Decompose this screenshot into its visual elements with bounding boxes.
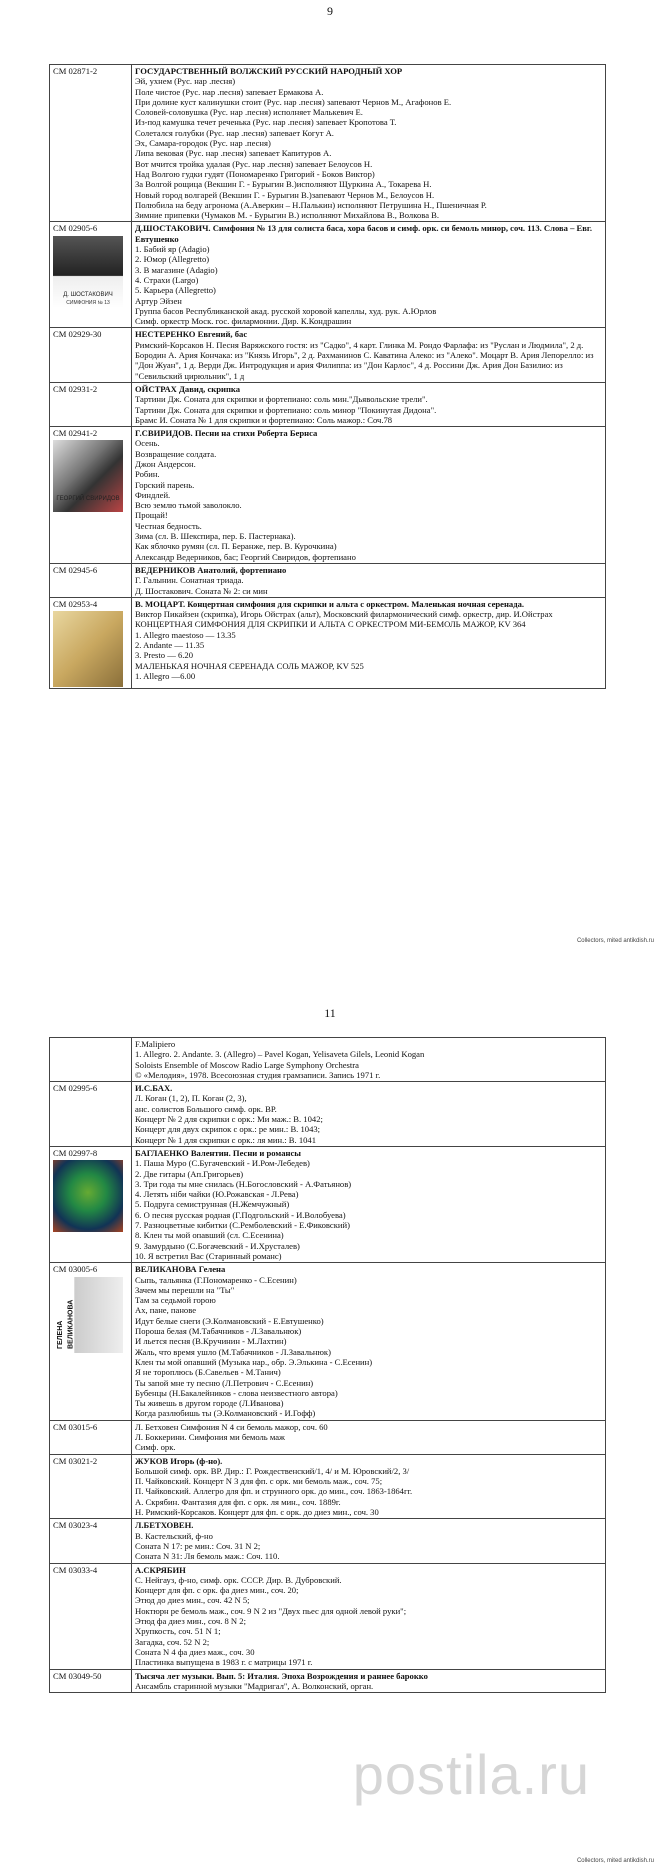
entry-line: 1. Allegro. 2. Andante. 3. (Allegro) – Pavel Kogan, Yelisaveta Gilels, Leonid Kogan xyxy=(135,1049,425,1060)
entry-line: Большой симф. орк. ВР. Дир.: Г. Рождественский/1, 4/ и М. Юровский/2, 3/ xyxy=(135,1465,410,1476)
table-row xyxy=(50,427,606,564)
entry-line: Тартини Дж. Соната для скрипки и фортепиано: соль минор "Покинутая Дидона". xyxy=(135,404,437,415)
entry-line: Горский парень. xyxy=(135,479,195,490)
entry-line: Г. Галынин. Сонатная триада. xyxy=(135,575,244,586)
entry-title: НЕСТЕРЕНКО Евгений, бас xyxy=(135,329,248,340)
watermark: Collectors, mited antikdish.ru xyxy=(576,1858,654,1864)
entry-line: Симф. орк. xyxy=(135,1442,176,1453)
catalog-code-cell xyxy=(50,427,132,564)
watermark: Collectors, mited antikdish.ru xyxy=(576,938,654,944)
entry-line: 8. Клен ты мой опавший (сл. С.Есенина) xyxy=(135,1230,284,1241)
entry-line: Финдлей. xyxy=(135,489,171,500)
entry-line: А. Скрябин. Фантазия для фп. с орк. ля мин., соч. 1889г. xyxy=(135,1496,341,1507)
entry-line: 3. Presto — 6.20 xyxy=(135,650,194,661)
entry-title: ВЕДЕРНИКОВ Анатолий, фортепиано xyxy=(135,564,287,575)
catalog-code: СМ 02997-8 xyxy=(53,1147,98,1158)
entry-line: Честная бедность. xyxy=(135,520,202,531)
entry-line: © «Мелодия», 1978. Всесоюзная студия грамзаписи. Запись 1971 г. xyxy=(135,1069,381,1080)
entry-body-cell xyxy=(132,328,606,382)
entry-body-cell xyxy=(132,1454,606,1519)
entry-line: Л. Бетховен Симфония N 4 си бемоль мажор, соч. 60 xyxy=(135,1421,328,1432)
entry-line: КОНЦЕРТНАЯ СИМФОНИЯ ДЛЯ СКРИПКИ И АЛЬТА С ОРКЕСТРОМ МИ-БЕМОЛЬ МАЖОР, KV 364 xyxy=(135,619,526,630)
catalog-code: СМ 02905-6 xyxy=(53,223,98,234)
table-row xyxy=(50,1263,606,1420)
table-row xyxy=(50,1420,606,1454)
catalog-code-cell xyxy=(50,382,132,426)
entry-line: Тартини Дж. Соната для скрипки и фортепиано: соль мин."Дьявольские трели". xyxy=(135,394,428,405)
entry-line: 3. Три года ты мне снилась (Н.Богословский - А.Фатьянов) xyxy=(135,1178,352,1189)
album-cover-label: ГЕОРГИЙ СВИРИДОВ xyxy=(56,496,120,503)
entry-line: МАЛЕНЬКАЯ НОЧНАЯ СЕРЕНАДА СОЛЬ МАЖОР, KV 525 xyxy=(135,660,364,671)
entry-body-cell xyxy=(132,222,606,328)
entry-body-cell xyxy=(132,1563,606,1669)
catalog-code-cell xyxy=(50,1420,132,1454)
catalog-code: СМ 03033-4 xyxy=(53,1564,98,1575)
entry-line: Ансамбль старинной музыки "Мадригал", А. Волконский, орган. xyxy=(135,1680,374,1691)
entry-line: Этюд фа диез мин., соч. 8 N 2; xyxy=(135,1616,246,1627)
entry-body-cell xyxy=(132,1263,606,1420)
table-row xyxy=(50,1038,606,1082)
catalog-code: СМ 03021-2 xyxy=(53,1455,98,1466)
entry-line: Соната N 31: Ля бемоль маж.: Соч. 110. xyxy=(135,1551,280,1562)
entry-line: 5. Карьера (Allegretto) xyxy=(135,285,216,296)
entry-title: ЖУКОВ Игорь (ф-но). xyxy=(135,1455,223,1466)
entry-line: Бубенцы (Н.Бакалейников - слова неизвестного автора) xyxy=(135,1387,338,1398)
page-number: 11 xyxy=(324,1006,336,1020)
entry-line: Загадка, соч. 52 N 2; xyxy=(135,1636,210,1647)
album-cover-label: Д. ШОСТАКОВИЧ xyxy=(63,291,113,298)
entry-line: Д. Шостакович. Соната № 2: си мин xyxy=(135,585,268,596)
table-row xyxy=(50,563,606,597)
entry-body-cell xyxy=(132,1669,606,1693)
entry-line: Виктор Пикайзен (скрипка), Игорь Ойстрах (альт), Московский филармонический симф. оркестр, дир. И.Ойстрах xyxy=(135,609,553,620)
entry-line: Концерт для фп. с орк. фа диез мин., соч. 20; xyxy=(135,1585,299,1596)
entry-line: Концерт № 2 для скрипки с орк.: Ми маж.: B. 1042; xyxy=(135,1114,323,1125)
entry-line: Зимние припевки (Чумаков М. - Бурыгин В.) исполняют Михайлова В., Волкова В. xyxy=(135,210,440,221)
album-cover-image xyxy=(53,440,123,512)
entry-line: Вот мчится тройка удалая (Рус. нар .песня) запевает Белоусов Н. xyxy=(135,158,373,169)
entry-line: Симф. оркестр Моск. гос. филармонии. Дир. К.Кондрашин xyxy=(135,316,352,327)
entry-line: Брамс И. Соната № 1 для скрипки и фортепиано: Соль мажор.: Соч.78 xyxy=(135,414,393,425)
entry-title: ОЙСТРАХ Давид, скрипка xyxy=(135,383,241,394)
entry-line: Концерт для двух скрипок с орк.: ре мин.: B. 1043; xyxy=(135,1124,321,1135)
entry-line: 9. Замурдыно (С.Богачевский - И.Хрусталев) xyxy=(135,1240,300,1251)
entry-line: Соната N 4 фа диез маж., соч. 30 xyxy=(135,1646,255,1657)
entry-line: Н. Римский-Корсаков. Концерт для фп. с орк. до диез мин., соч. 30 xyxy=(135,1507,379,1518)
entry-title: ВЕЛИКАНОВА Гелена xyxy=(135,1264,226,1275)
entry-line: Осень. xyxy=(135,438,160,449)
entry-line: Александр Ведерников, бас; Георгий Свиридов, фортепиано xyxy=(135,551,356,562)
catalog-code: СМ 03049-50 xyxy=(53,1670,102,1681)
entry-line: Soloists Ensemble of Moscow Radio Large Symphony Orchestra xyxy=(135,1059,359,1070)
table-row xyxy=(50,222,606,328)
table-row xyxy=(50,382,606,426)
entry-line: П. Чайковский. Аллегро для фп. и струнного орк. до мин., соч. 1863-1864гг. xyxy=(135,1486,413,1497)
table-row xyxy=(50,1563,606,1669)
table-row xyxy=(50,1519,606,1563)
entry-body-cell xyxy=(132,427,606,564)
catalog-code-cell xyxy=(50,328,132,382)
entry-title: Тысяча лет музыки. Вып. 5: Италия. Эпоха Возрождения и раннее барокко xyxy=(135,1670,428,1681)
entry-line: Пороша белая (М.Табачников - Л.Завальнюк) xyxy=(135,1326,302,1337)
entry-line: Новый город волгарей (Векшин Г. - Бурыгин В.)запевают Чернов М., Белоусов Н. xyxy=(135,189,435,200)
entry-line: Ах, пане, панове xyxy=(135,1305,197,1316)
entry-line: 1. Паша Муро (С.Бугачевский - И.Ром-Лебедев) xyxy=(135,1158,310,1169)
entry-title: И.С.БАХ. xyxy=(135,1083,173,1094)
catalog-code: СМ 03005-6 xyxy=(53,1264,98,1275)
entry-line: Эх, Самара-городок (Рус. нар .песня) xyxy=(135,138,271,149)
entry-line: 1. Бабий яр (Adagio) xyxy=(135,244,210,255)
catalog-code: СМ 02931-2 xyxy=(53,383,98,394)
entry-line: Липа вековая (Рус. нар .песня) запевает Капитуров А. xyxy=(135,148,332,159)
catalog-code-cell xyxy=(50,1082,132,1147)
entry-title: В. МОЦАРТ. Концертная симфония для скрипки и альта с оркестром. Маленькая ночная серенада. xyxy=(135,598,525,609)
entry-title: Л.БЕТХОВЕН. xyxy=(135,1520,194,1531)
entry-line: С. Нейгауз, ф-но, симф. орк. СССР. Дир. В. Дубровский. xyxy=(135,1574,342,1585)
entry-line: Соловей-соловушка (Рус. нар .песня) исполняет Малькевич Е. xyxy=(135,107,363,118)
entry-line: Л. Боккерини. Симфония ми бемоль маж xyxy=(135,1431,286,1442)
entry-line: Ты живешь в другом городе (Л.Иванова) xyxy=(135,1398,284,1409)
catalog-code: СМ 02995-6 xyxy=(53,1083,98,1094)
entry-body-cell xyxy=(132,1420,606,1454)
catalog-code-cell xyxy=(50,563,132,597)
album-cover-label: ГЕЛЕНА ВЕЛИКАНОВА xyxy=(57,1299,75,1349)
entry-line: 1. Allegro —6.00 xyxy=(135,670,196,681)
entry-line: Прощай! xyxy=(135,510,168,521)
entry-line: При долине куст калинушки стоит (Рус. нар .песня) запевают Чернов М., Агафонов Е. xyxy=(135,96,452,107)
entry-line: Ты запой мне ту песню (Л.Петрович - С.Есенин) xyxy=(135,1377,314,1388)
entry-line: 10. Я встретил Вас (Старинный романс) xyxy=(135,1250,282,1261)
entry-line: 2. Юмор (Allegretto) xyxy=(135,254,210,265)
entry-line: Пластинка выпущена в 1983 г. с матрицы 1971 г. xyxy=(135,1657,313,1668)
catalog-code-cell xyxy=(50,1454,132,1519)
entry-line: 5. Подруга семиструнная (Н.Жемчужный) xyxy=(135,1199,290,1210)
catalog-code-cell xyxy=(50,1563,132,1669)
entry-line: Идут белые снеги (Э.Колмановский - Е.Евтушенко) xyxy=(135,1315,324,1326)
entry-title: А.СКРЯБИН xyxy=(135,1564,186,1575)
entry-line: Робин. xyxy=(135,469,160,480)
entry-text: Римский-Корсаков Н. Песня Варяжского гостя: из "Садко", 4 карт. Глинка М. Рондо Фарлафа: из "Руслан и Людмила", 2 д. Бородин А. Ария Кончака: из "Князь Игорь", 2 д. Рахманинов С. Каватина Алеко: из "Алеко". Моцарт В. Ария Лепорелло: из "Дон Жуан", 1 д. Верди Дж. Интродукция и ария Филиппа: из "Дон Карлос", 4 д. Россини Дж. Ария Дон Базилио: из "Севильский цирюльник", 1 д xyxy=(135,339,594,381)
table-row xyxy=(50,1146,606,1262)
album-cover-image xyxy=(53,611,123,687)
entry-body-cell xyxy=(132,1082,606,1147)
entry-line: 7. Разноцветные кибитки (С.Ремболевский - Е.Фиковский) xyxy=(135,1220,350,1231)
entry-line: Ноктюрн ре бемоль маж., соч. 9 N 2 из "Двух пьес для одной левой руки"; xyxy=(135,1605,407,1616)
album-cover-image xyxy=(53,1160,123,1232)
entry-line: Солетался голубки (Рус. нар .песня) запевает Когут А. xyxy=(135,127,334,138)
entry-body-cell xyxy=(132,597,606,688)
catalog-code-cell xyxy=(50,222,132,328)
catalog-code-cell xyxy=(50,1263,132,1420)
entry-line: Сыпь, тальянка (Г.Пономаренко - С.Есенин) xyxy=(135,1274,297,1285)
entry-line: F.Malipiero xyxy=(135,1039,176,1049)
entry-line: Концерт № 1 для скрипки с орк.: ля мин.: B. 1041 xyxy=(135,1134,317,1145)
entry-title: Д.ШОСТАКОВИЧ. Симфония № 13 для солиста баса, хора басов и симф. орк. си бемоль минор, соч. 113. Слова – Евг. Евтушенко xyxy=(135,223,593,244)
entry-line: Жаль, что время ушло (М.Табачников - Л.Завальнюк) xyxy=(135,1346,331,1357)
entry-line: Артур Эйзен xyxy=(135,295,182,306)
entry-line: За Волгой рощица (Векшин Г. - Бурыгин В.)исполняют Щуркина А., Токарева Н. xyxy=(135,179,432,190)
catalog-code: СМ 03015-6 xyxy=(53,1421,98,1432)
entry-line: Возвращение солдата. xyxy=(135,448,217,459)
table-row xyxy=(50,1669,606,1693)
entry-line: 3. В магазине (Adagio) xyxy=(135,264,218,275)
page-number: 9 xyxy=(327,4,333,18)
entry-line: Этюд до диез мин., соч. 42 N 5; xyxy=(135,1595,250,1606)
entry-line: Я не тороплюсь (Б.Савельев - М.Танич) xyxy=(135,1367,281,1378)
entry-line: Джон Андерсон. xyxy=(135,458,196,469)
album-cover-image xyxy=(53,236,123,308)
entry-line: Эй, ухнем (Рус. нар .песня) xyxy=(135,76,236,87)
album-cover-image xyxy=(53,1277,123,1353)
catalog-code-cell xyxy=(50,1038,132,1082)
entry-body-cell xyxy=(132,1519,606,1563)
catalog-code-cell xyxy=(50,1669,132,1693)
entry-line: И льется песня (В.Кручинин - М.Лахтин) xyxy=(135,1336,287,1347)
catalog-code-cell xyxy=(50,1146,132,1262)
album-cover-sublabel: СИМФОНИЯ № 13 xyxy=(66,299,110,306)
site-logo-watermark: postila.ru xyxy=(352,1743,590,1806)
entry-line: Поле чистое (Рус. нар .песня) запевает Ермакова А. xyxy=(135,86,324,97)
catalog-table-page-11 xyxy=(49,1037,606,1693)
catalog-code-cell xyxy=(50,65,132,222)
entry-line: Группа басов Республиканской акад. русской хоровой капеллы, худ. рук. А.Юрлов xyxy=(135,305,437,316)
entry-line: Клен ты мой опавший (Музыка нар., обр. Э.Элькина - С.Есенин) xyxy=(135,1356,373,1367)
catalog-code-cell xyxy=(50,597,132,688)
entry-line: П. Чайковский. Концерт N 3 для фп. с орк. ми бемоль маж., соч. 75; xyxy=(135,1476,383,1487)
catalog-code: СМ 02953-4 xyxy=(53,598,98,609)
entry-line: Там за седьмой горою xyxy=(135,1295,216,1306)
entry-line: Всю землю тьмой заволокло. xyxy=(135,500,242,511)
catalog-table-page-9 xyxy=(49,64,606,689)
entry-line: Полюбила на беду агронома (А.Аверкин – Н.Палькин) исполняют Петрушина Н., Пшеничная Р. xyxy=(135,199,487,210)
entry-line: Хрупкость, соч. 51 N 1; xyxy=(135,1626,221,1637)
table-row xyxy=(50,65,606,222)
entry-line: Соната N 17: ре мин.: Соч. 31 N 2; xyxy=(135,1540,261,1551)
entry-title: БАГЛАЕНКО Валентин. Песни и романсы xyxy=(135,1147,301,1158)
table-row xyxy=(50,1082,606,1147)
entry-body-cell xyxy=(132,382,606,426)
entry-body-cell xyxy=(132,563,606,597)
catalog-code: СМ 02929-30 xyxy=(53,329,102,340)
entry-line: Зима (сл. В. Шекспира, пер. Б. Пастернака). xyxy=(135,531,296,542)
entry-line: Из-под камушка течет реченька (Рус. нар .песня) запевает Кропотова Т. xyxy=(135,117,397,128)
catalog-code: СМ 03023-4 xyxy=(53,1520,98,1531)
entry-line: Когда разлюбишь ты (Э.Колмановский - И.Гофф) xyxy=(135,1408,316,1419)
entry-line: 4. Страхи (Largo) xyxy=(135,274,199,285)
entry-body-cell xyxy=(132,1146,606,1262)
entry-line: 2. Andante — 11.35 xyxy=(135,640,205,651)
entry-line: Зачем мы перешли на "Ты" xyxy=(135,1284,235,1295)
table-row xyxy=(50,597,606,688)
entry-title: Г.СВИРИДОВ. Песни на стихи Роберта Бернса xyxy=(135,428,318,439)
entry-line: Как яблочко румян (сл. П. Беранже, пер. В. Курочкина) xyxy=(135,541,337,552)
catalog-code-cell xyxy=(50,1519,132,1563)
entry-body-cell xyxy=(132,1038,606,1082)
entry-line: Л. Коган (1, 2), П. Коган (2, 3), xyxy=(135,1093,247,1104)
entry-line: анс. солистов Большого симф. орк. ВР. xyxy=(135,1103,277,1114)
entry-title: ГОСУДАРСТВЕННЫЙ ВОЛЖСКИЙ РУССКИЙ НАРОДНЫЙ ХОР xyxy=(135,66,403,76)
catalog-code: СМ 02945-6 xyxy=(53,564,98,575)
entry-line: Над Волгою гудки гудят (Пономаренко Григорий - Боков Виктор) xyxy=(135,168,375,179)
entry-line: 4. Летять нiби чайки (Ю.Рожавская - Л.Рева) xyxy=(135,1189,299,1200)
entry-body-cell xyxy=(132,65,606,222)
table-row xyxy=(50,328,606,382)
catalog-code: СМ 02941-2 xyxy=(53,428,98,439)
entry-line: 1. Allegro maestoso — 13.35 xyxy=(135,629,236,640)
catalog-code: СМ 02871-2 xyxy=(53,66,98,76)
table-row xyxy=(50,1454,606,1519)
entry-line: В. Кастельский, ф-но xyxy=(135,1530,213,1541)
entry-line: 6. О песня русская родная (Г.Подгольский - И.Волобуева) xyxy=(135,1209,346,1220)
entry-line: 2. Две гитары (Ап.Григорьев) xyxy=(135,1168,244,1179)
